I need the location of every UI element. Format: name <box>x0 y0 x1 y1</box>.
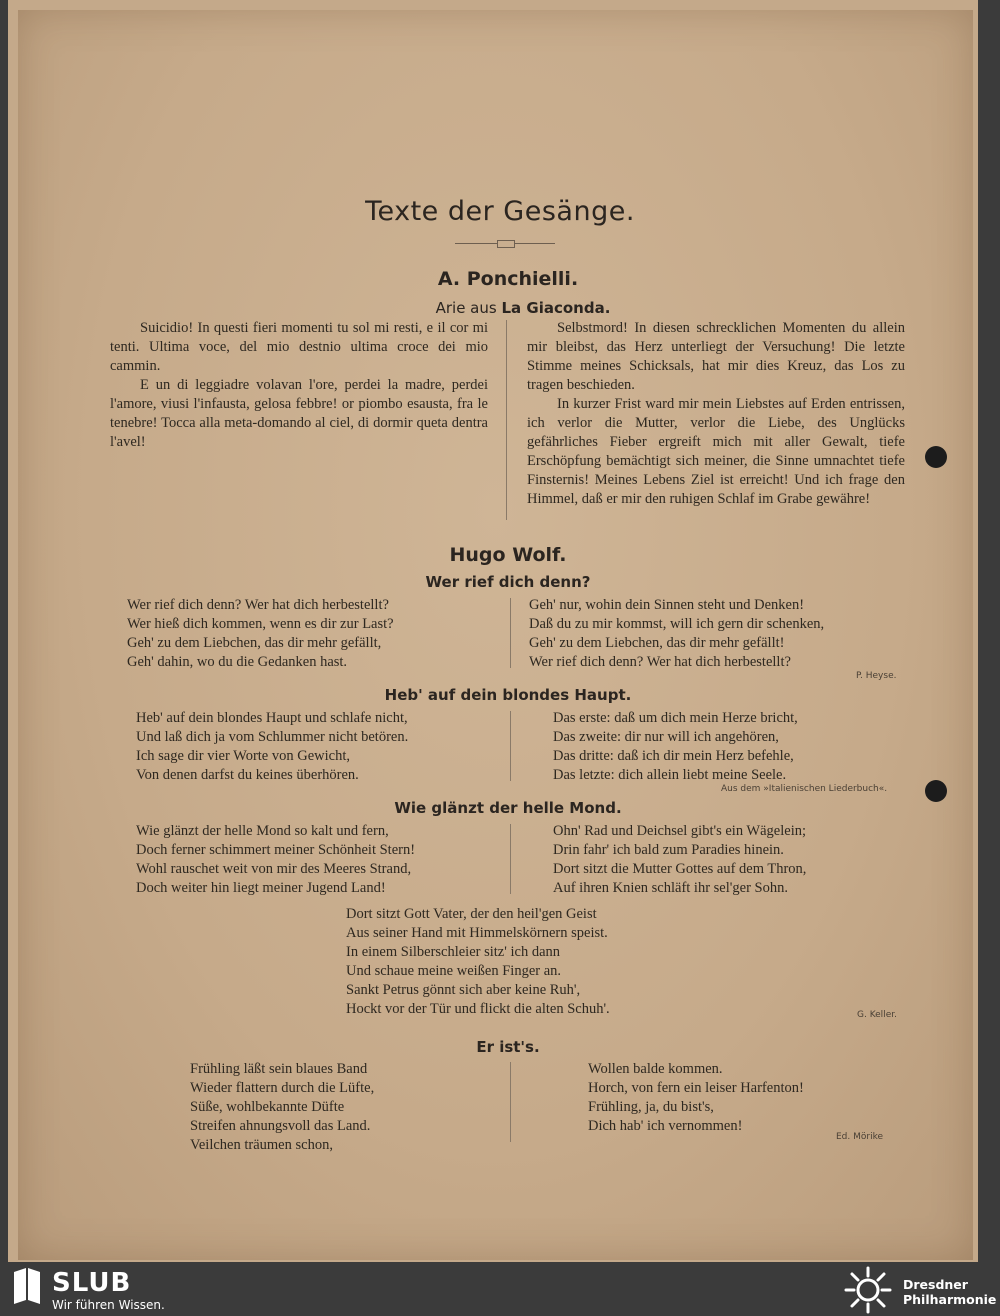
song-verse-right <box>553 822 806 898</box>
verse-line: Wie glänzt der helle Mond so kalt und fern, <box>136 823 389 839</box>
song-title: Heb' auf dein blondes Haupt. <box>384 686 632 704</box>
verse-line: Sankt Petrus gönnt sich aber keine Ruh', <box>346 982 581 998</box>
verse-line: Horch, von fern ein leiser Harfenton! <box>588 1080 804 1096</box>
verse-line: Heb' auf dein blondes Haupt und schlafe nicht, <box>136 710 408 726</box>
song-verse-right <box>553 709 798 785</box>
composer-heading-wolf: Hugo Wolf. <box>449 544 567 566</box>
verse-line: Wer hieß dich kommen, wenn es dir zur Last? <box>127 616 394 632</box>
verse-line: Süße, wohlbekannte Düfte <box>190 1099 345 1115</box>
verse-line: Geh' zu dem Liebchen, das dir mehr gefällt! <box>529 635 785 651</box>
philharmonie-line2: Philharmonie <box>903 1292 997 1307</box>
song-verse-left <box>127 596 394 672</box>
song-verse-right <box>588 1060 804 1136</box>
verse-line: Streifen ahnungsvoll das Land. <box>190 1118 371 1134</box>
verse-line: Wieder flattern durch die Lüfte, <box>190 1080 375 1096</box>
verse-line: Von denen darfst du keines überhören. <box>136 767 359 783</box>
german-paragraph: In kurzer Frist ward mir mein Liebstes auf Erden entrissen, ich verlor die Mutter, verlor die Liebe, des Unglücks gefährliches Fieber ergreift mich mit aller Gewalt, tiefe Erschöpfung bemächtigt sich meiner, die Sinne umnachtet tiefe Finsternis! Meines Lebens Ziel ist erreicht! Und ich frage den Himmel, daß er mir den ruhigen Schlaf im Grabe gewähre! <box>527 396 905 507</box>
song-title: Er ist's. <box>476 1038 540 1056</box>
source-credit: Aus dem »Italienischen Liederbuch«. <box>721 784 888 794</box>
verse-line: Frühling läßt sein blaues Band <box>190 1061 368 1077</box>
song-verse-right <box>529 596 824 672</box>
philharmonie-name <box>903 1277 996 1307</box>
verse-line: Das dritte: daß ich dir mein Herz befehle, <box>553 748 794 764</box>
verse-line: Daß du zu mir kommst, will ich gern dir schenken, <box>529 616 825 632</box>
composer-heading-ponchielli: A. Ponchielli. <box>437 268 579 290</box>
song-title: Wer rief dich denn? <box>425 573 591 591</box>
song-verse-left <box>136 822 415 898</box>
verse-line: Und schaue meine weißen Finger an. <box>346 963 562 979</box>
verse-line: Wer rief dich denn? Wer hat dich herbestellt? <box>529 654 791 670</box>
column-divider <box>506 320 507 520</box>
verse-line: Das letzte: dich allein liebt meine Seele. <box>553 767 787 783</box>
verse-line: Aus seiner Hand mit Himmelskörnern speist. <box>346 925 608 941</box>
verse-line: Dort sitzt Gott Vater, der den heil'gen Geist <box>346 906 597 922</box>
title-ornament <box>497 240 515 248</box>
verse-line: Auf ihren Knien schläft ihr sel'ger Sohn. <box>553 880 788 896</box>
column-divider <box>510 711 511 781</box>
philharmonie-logo-icon <box>842 1264 894 1316</box>
slub-logo-icon <box>12 1266 42 1306</box>
poet-credit: P. Heyse. <box>856 671 897 681</box>
italian-paragraph: E un di leggiadre volavan l'ore, perdei la madre, perdei l'amore, viusi l'infausta, gelosa febbre! or piombo esausta, fra le tenebre! Tocca alla meta-domando al ciel, di dormir queta dentra l'avel! <box>110 377 488 450</box>
song-verse-left <box>136 709 408 785</box>
verse-line: Und laß dich ja vom Schlummer nicht betören. <box>136 729 409 745</box>
column-divider <box>510 1062 511 1142</box>
verse-line: Dort sitzt die Mutter Gottes auf dem Thron, <box>553 861 807 877</box>
verse-line: Veilchen träumen schon, <box>190 1137 333 1153</box>
verse-line: Wer rief dich denn? Wer hat dich herbestellt? <box>127 597 389 613</box>
verse-line: Geh' dahin, wo du die Gedanken hast. <box>127 654 348 670</box>
song-title: Wie glänzt der helle Mond. <box>394 799 622 817</box>
german-text <box>527 319 905 509</box>
song-verse-left <box>190 1060 374 1155</box>
punch-hole <box>925 446 947 468</box>
verse-line: Ich sage dir vier Worte von Gewicht, <box>136 748 350 764</box>
verse-line: Doch weiter hin liegt meiner Jugend Land! <box>136 880 386 896</box>
subtitle-prefix: Arie aus <box>435 299 497 317</box>
verse-line: Frühling, ja, du bist's, <box>588 1099 714 1115</box>
philharmonie-line1: Dresdner <box>903 1277 968 1292</box>
verse-line: Das erste: daß um dich mein Herze bricht, <box>553 710 798 726</box>
verse-line: Wohl rauschet weit von mir des Meeres Strand, <box>136 861 412 877</box>
italian-paragraph: Suicidio! In questi fieri momenti tu sol mi resti, e il cor mi tenti. Ultima voce, del mio destnio ultima croce dei mio cammin. <box>110 320 488 374</box>
verse-line: Drin fahr' ich bald zum Paradies hinein. <box>553 842 784 858</box>
verse-line: Dich hab' ich vernommen! <box>588 1118 743 1134</box>
slub-brand: SLUB <box>52 1268 132 1298</box>
slub-tagline: Wir führen Wissen. <box>52 1298 165 1312</box>
verse-line: Das zweite: dir nur will ich angehören, <box>553 729 779 745</box>
column-divider <box>510 824 511 894</box>
verse-line: Geh' zu dem Liebchen, das dir mehr gefällt, <box>127 635 382 651</box>
verse-line: In einem Silberschleier sitz' ich dann <box>346 944 561 960</box>
column-divider <box>510 598 511 668</box>
subtitle-work: La Giaconda. <box>501 299 611 317</box>
verse-line: Wollen balde kommen. <box>588 1061 723 1077</box>
punch-hole <box>925 780 947 802</box>
page-title: Texte der Gesänge. <box>365 196 635 227</box>
aria-subtitle <box>0 299 1000 317</box>
verse-line: Hockt vor der Tür und flickt die alten Schuh'. <box>346 1001 610 1017</box>
verse-line: Geh' nur, wohin dein Sinnen steht und Denken! <box>529 597 805 613</box>
poet-credit: G. Keller. <box>857 1010 897 1020</box>
verse-line: Doch ferner schimmert meiner Schönheit Stern! <box>136 842 416 858</box>
italian-text <box>110 319 488 452</box>
poet-credit: Ed. Mörike <box>836 1132 884 1142</box>
german-paragraph: Selbstmord! In diesen schrecklichen Momenten du allein mir bleibst, das Herz unterliegt der Versuchung! Die letzte Stimme meines Schicksals, hat mir dies Kreuz, das Los zu tragen beschieden. <box>527 320 905 393</box>
song-verse-center <box>346 905 610 1019</box>
verse-line: Ohn' Rad und Deichsel gibt's ein Wägelein; <box>553 823 807 839</box>
